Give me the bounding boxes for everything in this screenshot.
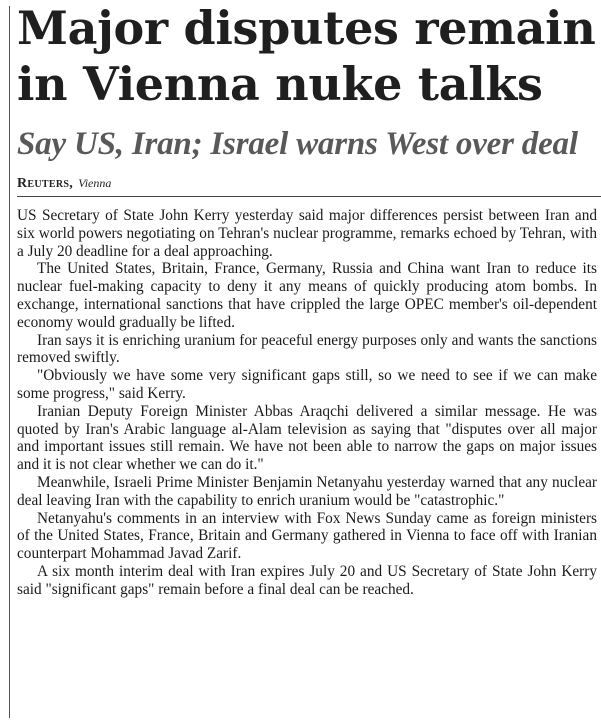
paragraph: Iranian Deputy Foreign Minister Abbas Araqchi delivered a similar message. He was quoted by Iran's Arabic language al-Alam television as saying that "disputes over all major and important issues still remain. We have not been able to narrow the gaps on major issues and it is not clear whether we can do it." [17,402,597,474]
paragraph: US Secretary of State John Kerry yesterday said major differences persist between Iran and six world powers negotiating on Tehran's nuclear programme, remarks echoed by Tehran, with a July 20 deadline for a deal approaching. [17,207,597,260]
article-body [17,207,597,599]
paragraph: Meanwhile, Israeli Prime Minister Benjamin Netanyahu yesterday warned that any nuclear deal leaving Iran with the capability to enrich uranium would be "catastrophic." [17,473,597,509]
paragraph: "Obviously we have some very significant gaps still, so we need to see if we can make some progress," said Kerry. [17,367,597,402]
paragraph: A six month interim deal with Iran expires July 20 and US Secretary of State John Kerry said "significant gaps" remain before a final deal can be reached. [17,562,597,598]
byline-agency: Reuters, [17,176,74,191]
byline-location: Vienna [78,176,112,190]
byline [17,174,601,197]
headline: Major disputes remain in Vienna nuke talks [17,1,596,111]
paragraph: Netanyahu's comments in an interview with Fox News Sunday came as foreign ministers of the United States, France, Britain and Germany gathered in Vienna to face off with Iranian counterpart Mohammad Javad Zarif. [17,509,597,563]
paragraph: Iran says it is enriching uranium for peaceful energy purposes only and wants the sanctions removed swiftly. [17,331,597,367]
subheadline: Say US, Iran; Israel warns West over deal [17,126,578,162]
column-rule [9,6,10,718]
paragraph: The United States, Britain, France, Germany, Russia and China want Iran to reduce its nuclear fuel-making capacity to deny it any means of quickly producing atom bombs. In exchange, international sanctions that have crippled the large OPEC member's oil-dependent economy would gradually be lifted. [17,260,597,331]
